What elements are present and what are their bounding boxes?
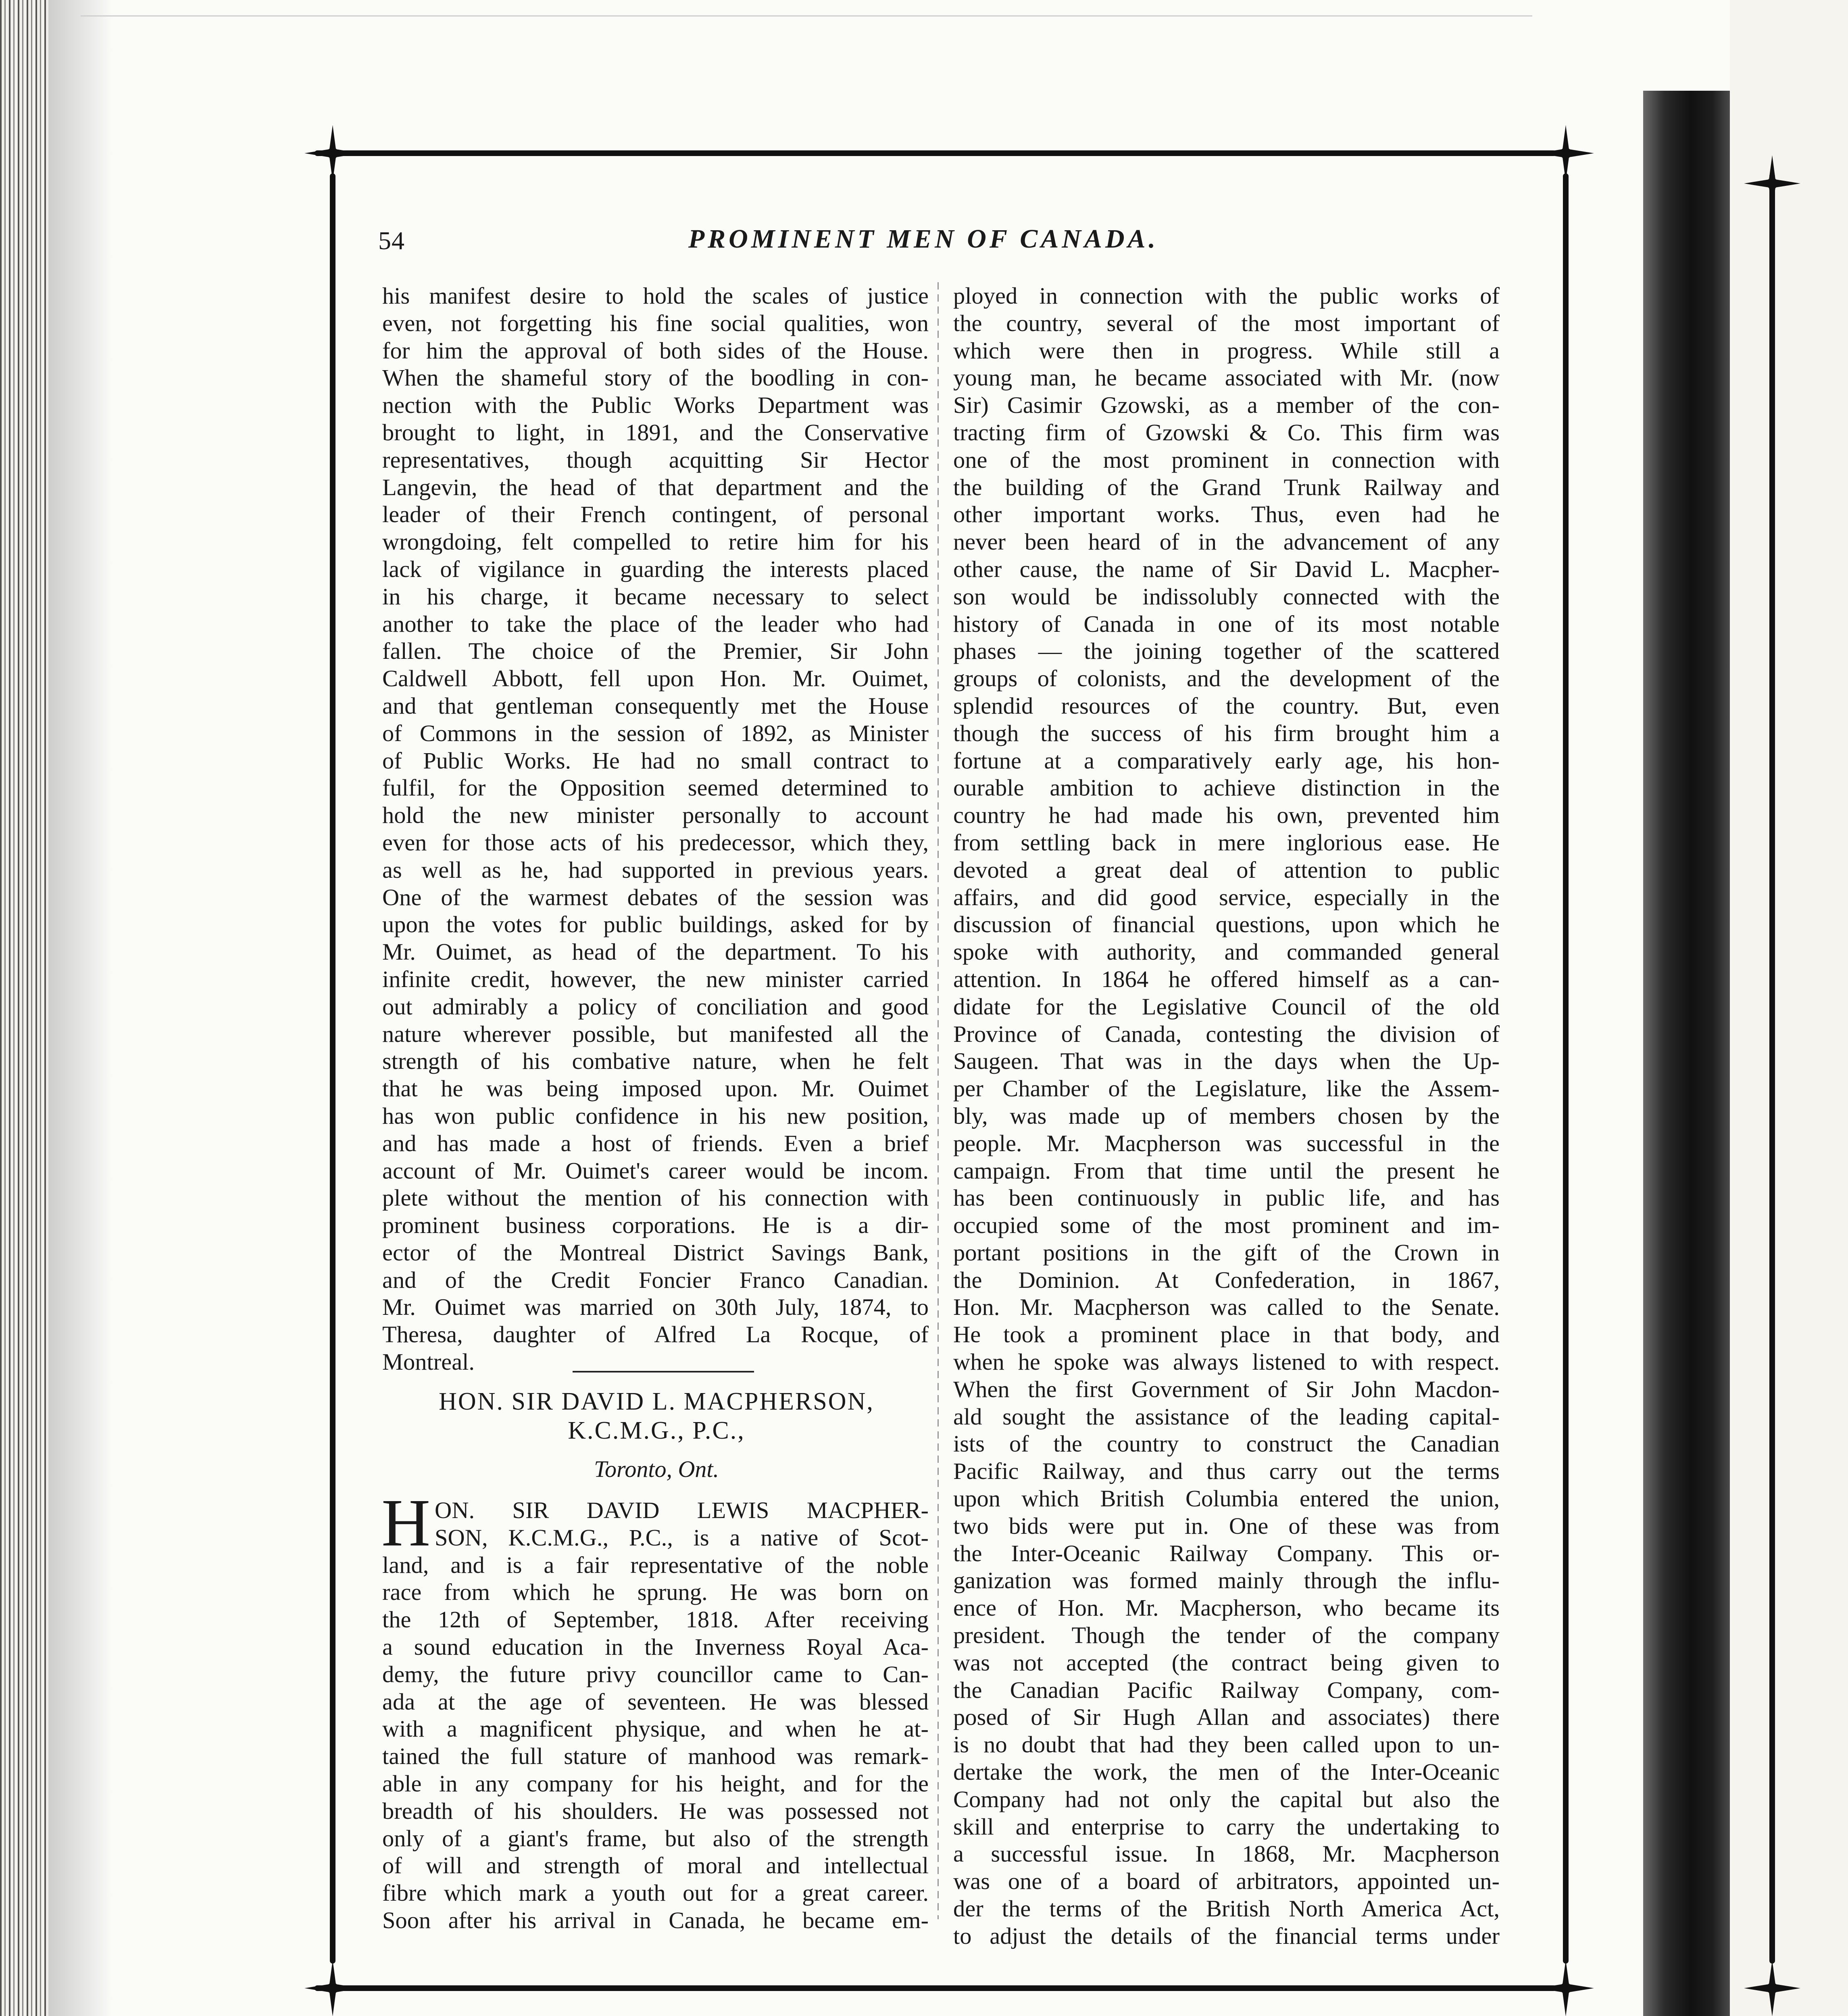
article-title bbox=[382, 1387, 931, 1445]
text-line: though the success of his firm brought him a bbox=[953, 720, 1500, 746]
article-location: Toronto, Ont. bbox=[594, 1456, 719, 1482]
text-line: young man, he became associated with Mr. (now bbox=[953, 364, 1500, 391]
text-line: people. Mr. Macpherson was successful in the bbox=[953, 1130, 1500, 1156]
text-line: only of a giant's frame, but also of the strength bbox=[382, 1825, 929, 1851]
text-line: brought to light, in 1891, and the Conservative bbox=[382, 419, 929, 446]
text-line: from settling back in mere inglorious ease. He bbox=[953, 829, 1500, 856]
corner-ornament-icon bbox=[1736, 147, 1808, 220]
text-line: was not accepted (the contract being given to bbox=[953, 1649, 1500, 1676]
text-line: hold the new minister personally to account bbox=[382, 802, 929, 829]
text-line: fulfil, for the Opposition seemed determined to bbox=[382, 775, 929, 801]
scan-top-edge bbox=[81, 15, 1532, 17]
text-line: fallen. The choice of the Premier, Sir John bbox=[382, 638, 929, 664]
text-line: devoted a great deal of attention to public bbox=[953, 856, 1500, 883]
text-line: ada at the age of seventeen. He was blessed bbox=[382, 1688, 929, 1715]
text-line: demy, the future privy councillor came to Can- bbox=[382, 1661, 929, 1687]
text-line: another to take the place of the leader who had bbox=[382, 610, 929, 637]
text-line: and of the Credit Foncier Franco Canadian. bbox=[382, 1266, 929, 1293]
text-line: ourable ambition to achieve distinction in the bbox=[953, 775, 1500, 801]
text-line: nature wherever possible, but manifested all the bbox=[382, 1020, 929, 1047]
scan-binding-fade bbox=[48, 0, 113, 2016]
text-line: occupied some of the most prominent and im- bbox=[953, 1212, 1500, 1239]
text-line: Province of Canada, contesting the division of bbox=[953, 1020, 1500, 1047]
section-separator bbox=[573, 1371, 754, 1372]
corner-ornament-icon bbox=[1529, 117, 1602, 190]
text-line: the building of the Grand Trunk Railway and bbox=[953, 474, 1500, 500]
text-line: He took a prominent place in that body, and bbox=[953, 1321, 1500, 1348]
text-line: is no doubt that had they been called upon to un- bbox=[953, 1731, 1500, 1758]
text-line: groups of colonists, and the development of the bbox=[953, 665, 1500, 692]
text-line: and that gentleman consequently met the House bbox=[382, 692, 929, 719]
text-line: lack of vigilance in guarding the interests placed bbox=[382, 556, 929, 582]
text-line: Langevin, the head of that department and the bbox=[382, 474, 929, 500]
text-line: has been continuously in public life, and has bbox=[953, 1185, 1500, 1211]
text-line: Sir) Casimir Gzowski, as a member of the con- bbox=[953, 392, 1500, 419]
text-line: Soon after his arrival in Canada, he became em- bbox=[382, 1907, 929, 1933]
text-line: leader of their French contingent, of personal bbox=[382, 501, 929, 528]
right-column bbox=[953, 282, 1500, 1950]
text-line: Saugeen. That was in the days when the Up- bbox=[953, 1048, 1500, 1075]
text-line: fortune at a comparatively early age, his hon- bbox=[953, 747, 1500, 774]
text-line: affairs, and did good service, especially in the bbox=[953, 884, 1500, 910]
text-line: phases — the joining together of the scattered bbox=[953, 638, 1500, 664]
text-line: prominent business corporations. He is a dir- bbox=[382, 1212, 929, 1239]
text-line: has won public confidence in his new position, bbox=[382, 1102, 929, 1129]
scan-binding-shadow bbox=[0, 0, 48, 2016]
text-line: able in any company for his height, and for the bbox=[382, 1770, 929, 1797]
text-line: ector of the Montreal District Savings Bank, bbox=[382, 1239, 929, 1266]
text-line: even, not forgetting his fine social qualities, won bbox=[382, 310, 929, 336]
article-title-line: K.C.M.G., P.C., bbox=[568, 1417, 745, 1444]
text-line: in his charge, it became necessary to select bbox=[382, 583, 929, 610]
text-line: the country, several of the most important of bbox=[953, 310, 1500, 336]
frame-bottom-rule bbox=[315, 1985, 1556, 1991]
text-line: der the terms of the British North America Act, bbox=[953, 1895, 1500, 1922]
text-line: out admirably a policy of conciliation and good bbox=[382, 993, 929, 1020]
text-line: portant positions in the gift of the Crown in bbox=[953, 1239, 1500, 1266]
text-line: a successful issue. In 1868, Mr. Macpherson bbox=[953, 1841, 1500, 1867]
text-line: even for those acts of his predecessor, which they, bbox=[382, 829, 929, 856]
text-line: Theresa, daughter of Alfred La Rocque, of bbox=[382, 1321, 929, 1348]
scan-right-shadow bbox=[1643, 91, 1730, 2016]
text-line: skill and enterprise to carry the undertaking to bbox=[953, 1813, 1500, 1840]
text-line: posed of Sir Hugh Allan and associates) there bbox=[953, 1704, 1500, 1731]
text-line: discussion of financial questions, upon which he bbox=[953, 911, 1500, 938]
text-line: two bids were put in. One of these was from bbox=[953, 1512, 1500, 1539]
text-line: the Dominion. At Confederation, in 1867, bbox=[953, 1266, 1500, 1293]
text-line: tracting firm of Gzowski & Co. This firm was bbox=[953, 419, 1500, 446]
text-line: race from which he sprung. He was born on bbox=[382, 1579, 929, 1606]
text-line: SON, K.C.M.G., P.C., is a native of Scot- bbox=[435, 1524, 929, 1551]
text-line: ence of Hon. Mr. Macpherson, who became its bbox=[953, 1595, 1500, 1621]
text-line: for him the approval of both sides of the House. bbox=[382, 337, 929, 364]
frame-top-rule bbox=[315, 150, 1556, 156]
text-line: one of the most prominent in connection with bbox=[953, 446, 1500, 473]
text-line: When the first Government of Sir John Macdon- bbox=[953, 1376, 1500, 1402]
text-line: ployed in connection with the public works of bbox=[953, 283, 1500, 309]
text-line: Mr. Ouimet was married on 30th July, 1874, to bbox=[382, 1294, 929, 1320]
text-line: to adjust the details of the financial terms under bbox=[953, 1922, 1500, 1949]
text-line: son would be indissolubly connected with the bbox=[953, 583, 1500, 610]
text-line: country he had made his own, prevented him bbox=[953, 802, 1500, 829]
text-line: when he spoke was always listened to with respect. bbox=[953, 1349, 1500, 1375]
text-line: never been heard of in the advancement of any bbox=[953, 529, 1500, 555]
text-line: Mr. Ouimet, as head of the department. To his bbox=[382, 939, 929, 965]
text-line: other important works. Thus, even had he bbox=[953, 501, 1500, 528]
corner-ornament-icon bbox=[296, 1952, 369, 2016]
text-line: that he was being imposed upon. Mr. Ouimet bbox=[382, 1075, 929, 1102]
page-number: 54 bbox=[378, 226, 405, 255]
text-line: Caldwell Abbott, fell upon Hon. Mr. Ouimet, bbox=[382, 665, 929, 692]
running-head: PROMINENT MEN OF CANADA. bbox=[688, 224, 1159, 254]
text-line: Pacific Railway, and thus carry out the terms bbox=[953, 1458, 1500, 1485]
text-line: dertake the work, the men of the Inter-Oceanic bbox=[953, 1759, 1500, 1785]
text-line: Montreal. bbox=[382, 1349, 475, 1375]
text-line: the Inter-Oceanic Railway Company. This or- bbox=[953, 1540, 1500, 1566]
text-line: of Public Works. He had no small contract to bbox=[382, 747, 929, 774]
column-divider bbox=[938, 282, 939, 1919]
text-line: ON. SIR DAVID LEWIS MACPHER- bbox=[435, 1497, 929, 1523]
text-line: which were then in progress. While still a bbox=[953, 337, 1500, 364]
text-line: of will and strength of moral and intellectual bbox=[382, 1852, 929, 1879]
text-line: a sound education in the Inverness Royal Aca- bbox=[382, 1633, 929, 1660]
text-line: history of Canada in one of its most notable bbox=[953, 610, 1500, 637]
text-line: was one of a board of arbitrators, appointed un- bbox=[953, 1868, 1500, 1895]
text-line: Company had not only the capital but also the bbox=[953, 1786, 1500, 1812]
corner-ornament-icon bbox=[1529, 1952, 1602, 2016]
text-line: infinite credit, however, the new minister carried bbox=[382, 966, 929, 992]
left-column-top bbox=[382, 282, 929, 1376]
text-line: and has made a host of friends. Even a brief bbox=[382, 1130, 929, 1156]
text-line: as well as he, had supported in previous years. bbox=[382, 856, 929, 883]
text-line: ald sought the assistance of the leading capital- bbox=[953, 1403, 1500, 1430]
text-line: the 12th of September, 1818. After receiving bbox=[382, 1606, 929, 1633]
text-line: ists of the country to construct the Canadian bbox=[953, 1431, 1500, 1457]
corner-ornament-icon bbox=[1736, 1952, 1808, 2016]
text-line: per Chamber of the Legislature, like the Assem- bbox=[953, 1075, 1500, 1102]
text-line: representatives, though acquitting Sir Hector bbox=[382, 446, 929, 473]
text-line: campaign. From that time until the present he bbox=[953, 1157, 1500, 1184]
text-line: nection with the Public Works Department was bbox=[382, 392, 929, 419]
frame-right-rule bbox=[1563, 173, 1569, 1964]
text-line: the Canadian Pacific Railway Company, com- bbox=[953, 1677, 1500, 1703]
text-line: of Commons in the session of 1892, as Minister bbox=[382, 720, 929, 746]
text-line: attention. In 1864 he offered himself as a can- bbox=[953, 966, 1500, 992]
text-line: wrongdoing, felt compelled to retire him for his bbox=[382, 529, 929, 555]
text-line: One of the warmest debates of the session was bbox=[382, 884, 929, 910]
text-line: fibre which mark a youth out for a great career. bbox=[382, 1880, 929, 1906]
left-column-bottom bbox=[382, 1497, 929, 1934]
text-line: upon the votes for public buildings, asked for by bbox=[382, 911, 929, 938]
text-line: bly, was made up of members chosen by the bbox=[953, 1102, 1500, 1129]
article-title-line: HON. SIR DAVID L. MACPHERSON, bbox=[439, 1388, 874, 1415]
corner-ornament-icon bbox=[296, 117, 369, 190]
text-line: account of Mr. Ouimet's career would be incom. bbox=[382, 1157, 929, 1184]
text-line: Hon. Mr. Macpherson was called to the Senate. bbox=[953, 1294, 1500, 1320]
text-line: didate for the Legislative Council of the old bbox=[953, 993, 1500, 1020]
text-line: splendid resources of the country. But, even bbox=[953, 692, 1500, 719]
text-line: other cause, the name of Sir David L. Macpher- bbox=[953, 556, 1500, 582]
drop-cap: H bbox=[381, 1485, 431, 1560]
text-line: president. Though the tender of the company bbox=[953, 1622, 1500, 1649]
text-line: with a magnificent physique, and when he at- bbox=[382, 1716, 929, 1742]
next-page-frame-rule bbox=[1769, 173, 1775, 1964]
text-line: upon which British Columbia entered the union, bbox=[953, 1485, 1500, 1512]
text-line: plete without the mention of his connection with bbox=[382, 1185, 929, 1211]
text-line: breadth of his shoulders. He was possessed not bbox=[382, 1797, 929, 1824]
text-line: his manifest desire to hold the scales of justice bbox=[382, 283, 929, 309]
text-line: ganization was formed mainly through the influ- bbox=[953, 1567, 1500, 1594]
frame-left-rule bbox=[330, 173, 335, 1964]
text-line: When the shameful story of the boodling in con- bbox=[382, 364, 929, 391]
text-line: spoke with authority, and commanded general bbox=[953, 939, 1500, 965]
text-line: tained the full stature of manhood was remark- bbox=[382, 1743, 929, 1770]
next-page-edge bbox=[1730, 0, 1848, 2016]
text-line: land, and is a fair representative of the noble bbox=[382, 1552, 929, 1578]
text-line: strength of his combative nature, when he felt bbox=[382, 1048, 929, 1075]
